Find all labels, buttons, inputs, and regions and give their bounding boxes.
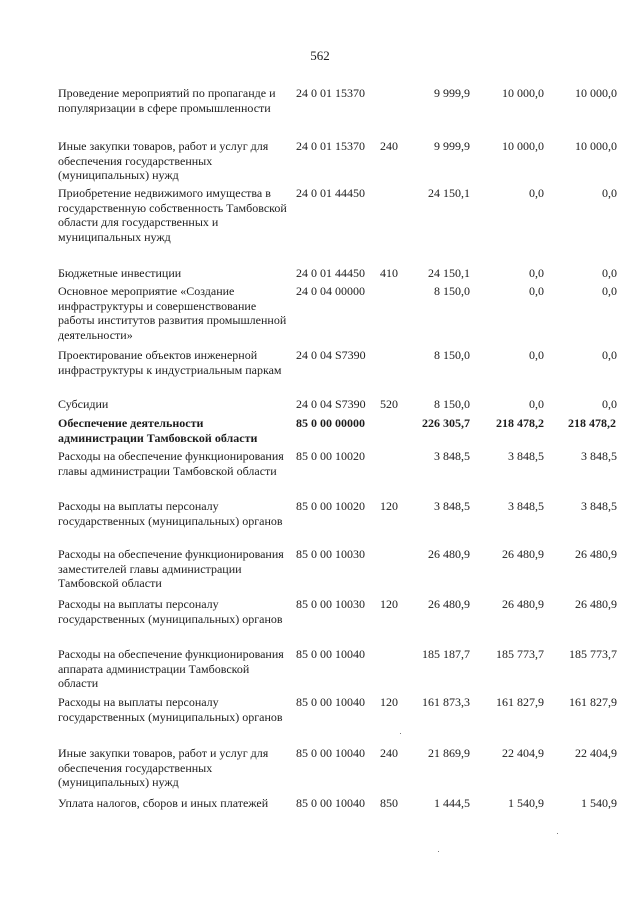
amount-year-2: 10 000,0: [502, 139, 544, 153]
expense-type-code: 120: [380, 499, 398, 513]
amount-year-3: 10 000,0: [575, 86, 617, 100]
table-row: [58, 796, 628, 828]
scan-speck: [400, 733, 401, 734]
scan-speck: [557, 833, 558, 834]
table-row: [58, 139, 628, 186]
expense-name: Приобретение недвижимого имущества в государственную собственность Тамбовской области для государственных и муниципальных нужд: [58, 186, 287, 244]
expense-name: Основное мероприятие «Создание инфраструктуры и совершенствование работы институтов развития промышленной деятельности»: [58, 284, 287, 342]
amount-year-3: 161 827,9: [569, 695, 617, 709]
expense-name: Расходы на выплаты персоналу государственных (муниципальных) органов: [58, 695, 283, 724]
amount-year-3: 218 478,2: [568, 416, 616, 430]
expense-type-code: 120: [380, 597, 398, 611]
expense-name: Уплата налогов, сборов и иных платежей: [58, 796, 269, 810]
expense-name: Иные закупки товаров, работ и услуг для обеспечения государственных (муниципальных) нужд: [58, 139, 269, 183]
target-article-code: 24 0 01 44450: [296, 186, 365, 200]
expense-type-code: 850: [380, 796, 398, 810]
expense-name: Проведение мероприятий по пропаганде и популяризации в сфере промышленности: [58, 86, 276, 115]
amount-year-2: 26 480,9: [502, 597, 544, 611]
amount-year-1: 3 848,5: [434, 499, 470, 513]
expense-type-code: 120: [380, 695, 398, 709]
target-article-code: 85 0 00 10040: [296, 746, 365, 760]
amount-year-2: 0,0: [529, 348, 544, 362]
expense-name: Проектирование объектов инженерной инфраструктуры к индустриальным паркам: [58, 348, 282, 377]
expense-name: Иные закупки товаров, работ и услуг для обеспечения государственных (муниципальных) нужд: [58, 746, 269, 790]
target-article-code: 85 0 00 10040: [296, 647, 365, 661]
amount-year-1: 21 869,9: [428, 746, 470, 760]
table-row: [58, 86, 628, 139]
amount-year-2: 185 773,7: [496, 647, 544, 661]
target-article-code: 24 0 04 S7390: [296, 397, 366, 411]
expense-type-code: 240: [380, 139, 398, 153]
amount-year-3: 0,0: [602, 348, 617, 362]
amount-year-2: 3 848,5: [508, 449, 544, 463]
amount-year-2: 0,0: [529, 397, 544, 411]
table-row: [58, 449, 628, 499]
target-article-code: 85 0 00 10040: [296, 796, 365, 810]
expense-type-code: 410: [380, 266, 398, 280]
amount-year-3: 22 404,9: [575, 746, 617, 760]
amount-year-3: 185 773,7: [569, 647, 617, 661]
amount-year-2: 26 480,9: [502, 547, 544, 561]
amount-year-1: 1 444,5: [434, 796, 470, 810]
target-article-code: 85 0 00 10040: [296, 695, 365, 709]
table-row: [58, 397, 628, 416]
table-row: [58, 695, 628, 746]
amount-year-1: 8 150,0: [434, 348, 470, 362]
amount-year-3: 10 000,0: [575, 139, 617, 153]
amount-year-1: 8 150,0: [434, 284, 470, 298]
amount-year-1: 3 848,5: [434, 449, 470, 463]
amount-year-1: 9 999,9: [434, 139, 470, 153]
target-article-code: 85 0 00 10020: [296, 499, 365, 513]
table-row: [58, 547, 628, 597]
expense-name: Расходы на выплаты персоналу государственных (муниципальных) органов: [58, 499, 283, 528]
amount-year-3: 0,0: [602, 266, 617, 280]
amount-year-2: 0,0: [529, 284, 544, 298]
amount-year-2: 10 000,0: [502, 86, 544, 100]
expense-name: Бюджетные инвестиции: [58, 266, 182, 280]
amount-year-2: 0,0: [529, 186, 544, 200]
amount-year-2: 22 404,9: [502, 746, 544, 760]
target-article-code: 24 0 04 S7390: [296, 348, 366, 362]
amount-year-3: 26 480,9: [575, 547, 617, 561]
table-row: [58, 746, 628, 796]
target-article-code: 24 0 01 15370: [296, 86, 365, 100]
table-row: [58, 284, 628, 348]
expense-name: Субсидии: [58, 397, 109, 411]
expense-type-code: 520: [380, 397, 398, 411]
expense-name: Расходы на обеспечение функционирования аппарата администрации Тамбовской области: [58, 647, 284, 691]
expense-type-code: 240: [380, 746, 398, 760]
table-row: [58, 186, 628, 266]
expense-name: Обеспечение деятельности администрации Тамбовской области: [58, 416, 258, 445]
amount-year-3: 3 848,5: [581, 449, 617, 463]
amount-year-2: 3 848,5: [508, 499, 544, 513]
target-article-code: 85 0 00 10030: [296, 547, 365, 561]
amount-year-3: 3 848,5: [581, 499, 617, 513]
amount-year-1: 9 999,9: [434, 86, 470, 100]
amount-year-1: 24 150,1: [428, 266, 470, 280]
amount-year-3: 1 540,9: [581, 796, 617, 810]
amount-year-3: 0,0: [602, 284, 617, 298]
amount-year-1: 26 480,9: [428, 597, 470, 611]
scan-speck: [438, 851, 439, 852]
amount-year-3: 26 480,9: [575, 597, 617, 611]
amount-year-3: 0,0: [602, 397, 617, 411]
target-article-code: 24 0 04 00000: [296, 284, 365, 298]
amount-year-2: 1 540,9: [508, 796, 544, 810]
table-row: [58, 647, 628, 695]
amount-year-2: 218 478,2: [496, 416, 544, 430]
target-article-code: 85 0 00 00000: [296, 416, 365, 430]
table-row: [58, 348, 628, 397]
amount-year-2: 161 827,9: [496, 695, 544, 709]
amount-year-2: 0,0: [529, 266, 544, 280]
target-article-code: 24 0 01 15370: [296, 139, 365, 153]
page-number: 562: [310, 48, 330, 63]
budget-table: [58, 86, 628, 828]
amount-year-1: 226 305,7: [422, 416, 470, 430]
table-row-section: [58, 416, 628, 449]
target-article-code: 85 0 00 10020: [296, 449, 365, 463]
amount-year-1: 24 150,1: [428, 186, 470, 200]
amount-year-1: 8 150,0: [434, 397, 470, 411]
amount-year-1: 185 187,7: [422, 647, 470, 661]
amount-year-3: 0,0: [602, 186, 617, 200]
target-article-code: 24 0 01 44450: [296, 266, 365, 280]
expense-name: Расходы на обеспечение функционирования заместителей главы администрации Тамбовской области: [58, 547, 284, 591]
expense-name: Расходы на обеспечение функционирования главы администрации Тамбовской области: [58, 449, 284, 478]
table-row: [58, 266, 628, 284]
amount-year-1: 26 480,9: [428, 547, 470, 561]
table-row: [58, 597, 628, 647]
expense-name: Расходы на выплаты персоналу государственных (муниципальных) органов: [58, 597, 283, 626]
table-row: [58, 499, 628, 547]
target-article-code: 85 0 00 10030: [296, 597, 365, 611]
amount-year-1: 161 873,3: [422, 695, 470, 709]
